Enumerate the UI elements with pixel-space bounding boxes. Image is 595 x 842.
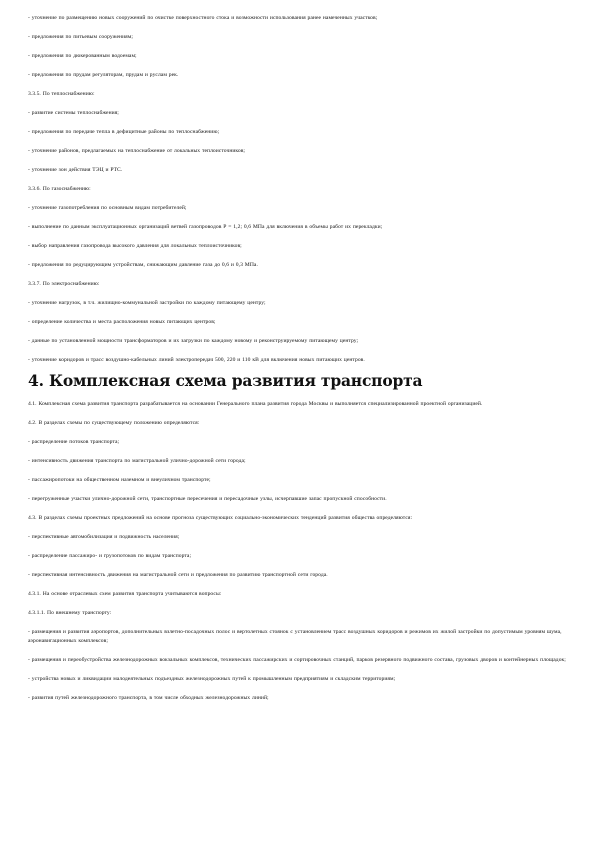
paragraph: - предложения по редуцирующим устройствам, снижающим давление газа до 0,6 и 0,3 МПа. [28, 262, 258, 268]
section-4-list [28, 400, 569, 703]
paragraph: - уточнение районов, предлагаемых на теплоснабжение от локальных теплоисточников; [28, 148, 246, 154]
subsection-title: 3.3.7. По электроснабжению: [28, 281, 100, 287]
paragraph: - развития путей железнодорожного транспорта, в том числе обходных железнодорожных линий; [28, 695, 269, 701]
paragraph: - данные по установленной мощности трансформаторов и их загрузки по каждому новому и реконструируемому питающему центру; [28, 338, 359, 344]
paragraph: - определение количества и места расположения новых питающих центров; [28, 319, 216, 325]
paragraph: - уточнение газопотребления по основным видам потребителей; [28, 205, 187, 211]
paragraph: - размещения и развития аэропортов, дополнительных взлетно-посадочных полос и вертолетных стоянок с установлением трасс воздушных коридоров и режимов их жилой застройки по допустимым уровням шума, аэронавигационных комплексов; [28, 629, 562, 644]
paragraph: 4.1. Комплексная схема развития транспорта разрабатывается на основании Генерального плана развития города Москвы и выполняется специализированной проектной организацией. [28, 401, 483, 407]
section-3-list [28, 14, 569, 365]
paragraph: 4.2. В разделах схемы по существующему положению определяются: [28, 420, 200, 426]
paragraph: - уточнение зон действия ТЭЦ и РТС. [28, 167, 123, 173]
subsection-title: 4.3.1.1. По внешнему транспорту: [28, 610, 112, 616]
section-heading: 4. Комплексная схема развития транспорта [28, 371, 423, 390]
paragraph: - уточнение коридоров и трасс воздушно-кабельных линий электропередач 500, 220 и 110 кВ для включения новых питающих центров. [28, 357, 365, 363]
paragraph: - выбор направления газопровода высокого давления для локальных теплоисточников; [28, 243, 242, 249]
paragraph: - предложения по питьевым сооружениям; [28, 34, 133, 40]
subsection-title: 3.3.5. По теплоснабжению: [28, 91, 95, 97]
paragraph: - устройства новых и ликвидации малодеятельных подъездных железнодорожных путей к промышленным предприятиям и складским территориям; [28, 676, 396, 682]
paragraph: - предложения по передаче тепла в дефицитные районы по теплоснабжению; [28, 129, 220, 135]
paragraph: - перспективная интенсивность движения на магистральной сети и предложения по развитию транспортной сети города. [28, 572, 328, 578]
paragraph: - интенсивность движения транспорта по магистральной улично-дорожной сети города; [28, 458, 246, 464]
paragraph: - предложения по дюкерованным водоемам; [28, 53, 137, 59]
paragraph: - выполнение по данным эксплуатационных организаций ветвей газопроводов Р = 1,2; 0,6 МПа для включения в объемы работ их перекладки; [28, 224, 383, 230]
paragraph: - уточнение по размещению новых сооружений по очистке поверхностного стока и возможности использования ранее намеченных участков; [28, 15, 378, 21]
paragraph: - уточнение нагрузок, в т.ч. жилищно-коммунальной застройки по каждому питающему центру; [28, 300, 266, 306]
subsection-title: 3.3.6. По газоснабжению: [28, 186, 91, 192]
paragraph: - распределение потоков транспорта; [28, 439, 120, 445]
paragraph: - перспективные автомобилизация и подвижность населения; [28, 534, 180, 540]
paragraph: - пассажиропотоки на общественном наземном и внеуличном транспорте; [28, 477, 211, 483]
paragraph: - перегруженные участки улично-дорожной сети, транспортные пересечения и пересадочные узлы, исчерпавшие запас пропускной способности. [28, 496, 387, 502]
paragraph: - распределение пассажиро- и грузопотоков по видам транспорта; [28, 553, 192, 559]
paragraph: - развитие системы теплоснабжения; [28, 110, 119, 116]
paragraph: 4.3.1. На основе отраслевых схем развития транспорта учитываются вопросы: [28, 591, 222, 597]
paragraph: 4.3. В разделах схемы проектных предложений на основе прогноза существующих социально-экономических тенденций развития общества определяются: [28, 515, 413, 521]
paragraph: - размещения и переобустройства железнодорожных вокзальных комплексов, технических пассажирских и сортировочных станций, парков резервного подвижного состава, грузовых дворов и контейнерных площадок; [28, 657, 566, 663]
paragraph: - предложения по прудам регуляторам, прудам и руслам рек. [28, 72, 179, 78]
